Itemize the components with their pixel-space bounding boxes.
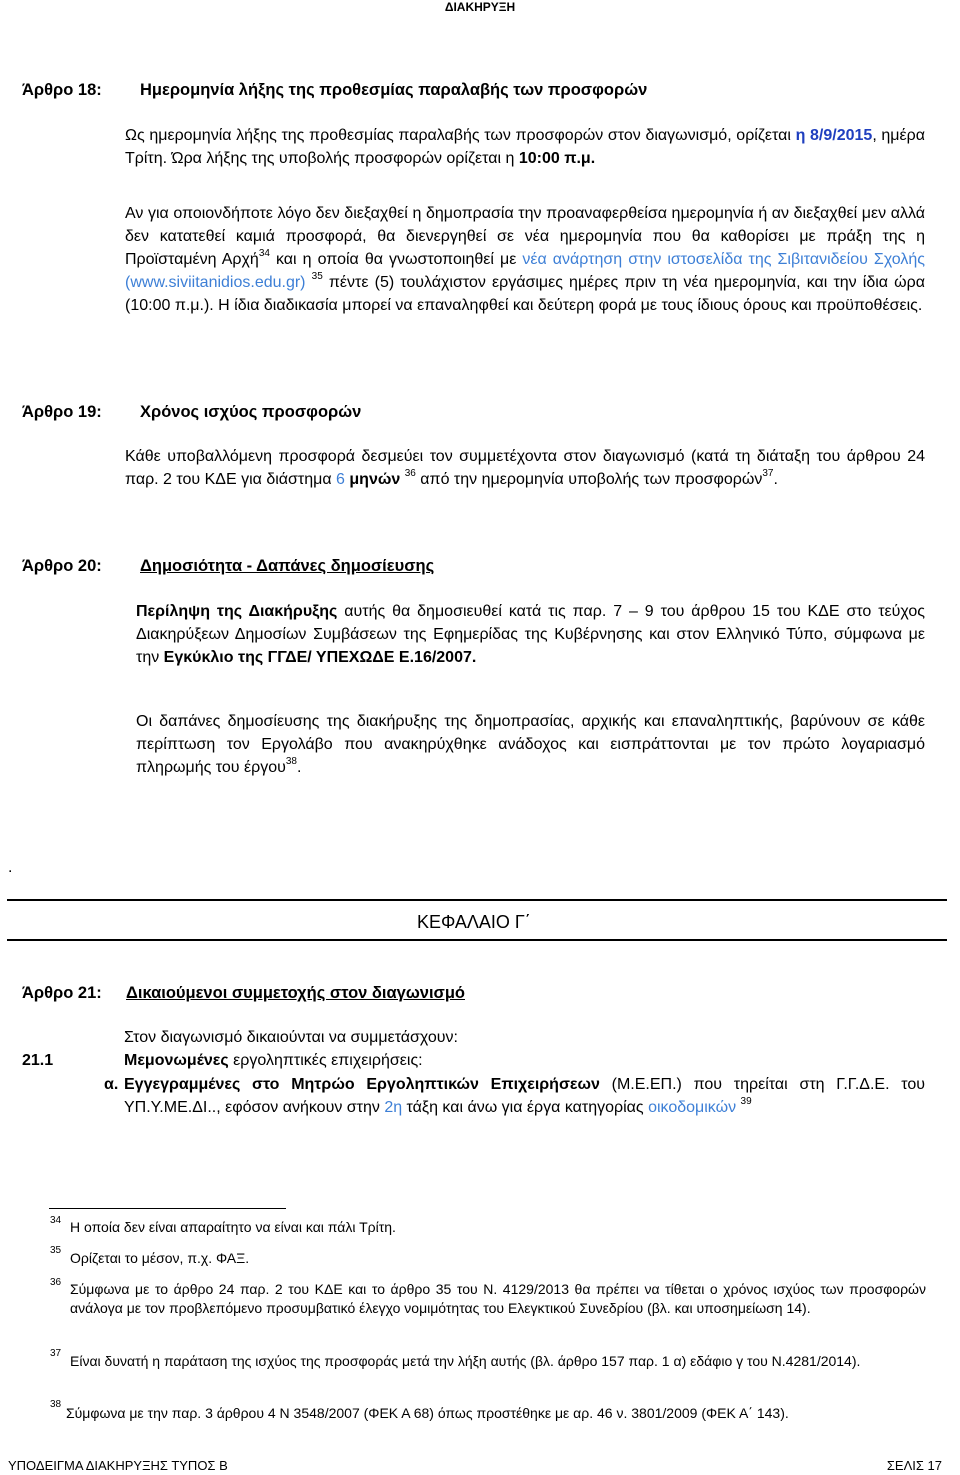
- deadline-date: η 8/9/2015: [795, 127, 873, 144]
- article-21-heading: [22, 983, 465, 1003]
- footnote-36-number: 36: [50, 1277, 62, 1288]
- school-website-link[interactable]: νέα ανάρτηση στην ιστοσελίδα της Σιβιτανιδείου Σχολής (www.siviitanidios.edu.gr): [125, 251, 925, 291]
- article-20-title: Δημοσιότητα - Δαπάνες δημοσίευσης: [140, 557, 435, 575]
- article-21-number: Άρθρο 21:: [22, 984, 102, 1002]
- footnote-ref-39[interactable]: 39: [740, 1096, 752, 1107]
- deadline-time: 10:00 π.μ.: [518, 150, 596, 167]
- article-20-number: Άρθρο 20:: [22, 557, 102, 575]
- footer-document-type: ΥΠΟΔΕΙΓΜΑ ΔΙΑΚΗΡΥΞΗΣ ΤΥΠΟΣ Β: [8, 1458, 228, 1473]
- chapter-box: [7, 899, 947, 941]
- footnote-separator: [49, 1208, 286, 1209]
- footnote-37-number: 37: [50, 1348, 62, 1359]
- article-18-paragraph-1: Ως ημερομηνία λήξης της προθεσμίας παραλαβής των προσφορών στον διαγωνισμό, ορίζεται η 8/9/2015, ημέρα Τρίτη. Ώρα λήξης της υποβολής προσφορών ορίζεται η 10:00 π.μ.: [125, 127, 926, 167]
- article-19-heading: [22, 402, 361, 422]
- article-18-paragraph-2: Αν για οποιονδήποτε λόγο δεν διεξαχθεί η δημοπρασία την προαναφερθείσα ημερομηνία ή αν διεξαχθεί μεν αλλά δεν κατατεθεί καμιά προσφορά, θα διενεργηθεί σε νέα ημερομηνία που θα καθορίσει με πράξη της η Προϊσταμένη Αρχή$^{34}$ και η οποία θα γνωστοποιηθεί με νέα ανάρτηση στην ιστοσελίδα της Σιβιτανιδείου Σχολής (www.siviitanidios.edu.gr) $^{35}$ πέντε (5) τουλάχιστον εργάσιμες ημέρες πριν τη νέα ημερομηνία, και την ίδια ώρα (10:00 π.μ.). Η ίδια διαδικασία μπορεί να επαναληφθεί και δεύτερη φορά με τους ίδιους όρους και προϋποθέσεις.: [125, 205, 926, 314]
- footnote-ref-36[interactable]: 36: [404, 468, 416, 479]
- article-19-title: Χρόνος ισχύος προσφορών: [140, 403, 362, 421]
- summary-of-notice: Περίληψη της Διακήρυξης: [136, 603, 338, 620]
- works-category: οικοδομικών: [648, 1099, 737, 1116]
- article-20-paragraph-2: Οι δαπάνες δημοσίευσης της διακήρυξης της δημοπρασίας, αρχικής και επαναληπτικής, βαρύνουν σε κάθε περίπτωση τον Εργολάβο που ανακηρύχθηκε ανάδοχος και εισπράττονται με τον πρώτο λογαριασμό πληρωμής του έργου$^{38}$.: [136, 713, 925, 776]
- contractor-class: 2η: [384, 1099, 403, 1116]
- footnote-ref-34[interactable]: 34: [258, 248, 270, 259]
- validity-months-number: 6: [336, 471, 345, 488]
- item-a-text: Εγγεγραμμένες στο Μητρώο Εργοληπτικών Επιχειρήσεων (Μ.Ε.ΕΠ.) που τηρείται στη Γ.Γ.Δ.Ε. του ΥΠ.Υ.ΜΕ.ΔΙ.., εφόσον ανήκουν στην 2η τάξη και άνω για έργα κατηγορίας οικοδομικών $^{39}$: [124, 1076, 926, 1116]
- section-21-1-number: 21.1: [22, 1052, 54, 1069]
- footnote-35-number: 35: [50, 1245, 62, 1256]
- article-21-intro: Στον διαγωνισμό δικαιούνται να συμμετάσχουν:: [124, 1029, 458, 1046]
- article-18-number: Άρθρο 18:: [22, 81, 102, 99]
- article-19-paragraph: Κάθε υποβαλλόμενη προσφορά δεσμεύει τον συμμετέχοντα στον διαγωνισμό (κατά τη διάταξη του άρθρου 24 παρ. 2 του ΚΔΕ για διάστημα 6 μηνών $^{36}$ από την ημερομηνία υποβολής των προσφορών$^{37}$.: [125, 448, 925, 488]
- article-21-title: Δικαιούμενοι συμμετοχής στον διαγωνισμό: [126, 984, 465, 1002]
- page-header: ΔΙΑΚΗΡΥΞΗ: [444, 0, 516, 14]
- article-19-number: Άρθρο 19:: [22, 403, 102, 421]
- circular-reference: Εγκύκλιο της ΓΓΔΕ/ ΥΠΕΧΩΔΕ Ε.16/2007.: [163, 649, 477, 666]
- footer-page-number: ΣΕΛΙΣ 17: [886, 1458, 942, 1473]
- validity-months-label: μηνών: [349, 471, 401, 488]
- section-21-1-text: Μεμονωμένες εργοληπτικές επιχειρήσεις:: [124, 1052, 423, 1069]
- footnote-ref-38[interactable]: 38: [285, 756, 297, 767]
- article-18-title: Ημερομηνία λήξης της προθεσμίας παραλαβής των προσφορών: [140, 81, 648, 99]
- article-18-heading: [22, 80, 647, 100]
- footnote-34-text: Η οποία δεν είναι απαραίτητο να είναι και πάλι Τρίτη.: [70, 1219, 396, 1235]
- item-a-letter: α.: [104, 1076, 119, 1093]
- footnote-35-text: Ορίζεται το μέσον, π.χ. ΦΑΞ.: [70, 1250, 250, 1266]
- article-20-heading: [22, 556, 434, 576]
- footnote-ref-35[interactable]: 35: [311, 271, 323, 282]
- footnote-36-text: Σύμφωνα με το άρθρο 24 παρ. 2 του ΚΔΕ και το άρθρο 35 του Ν. 4129/2013 θα πρέπει να τίθεται ο χρόνος ισχύος των προσφορών ανάλογα με τον προβλεπόμενο προσυμβατικό έλεγχο νομιμότητας του Ελεγκτικού Συνεδρίου (βλ. και υποσημείωση 14).: [70, 1281, 926, 1316]
- footnote-ref-37[interactable]: 37: [762, 468, 774, 479]
- footnote-38-text: Σύμφωνα με την παρ. 3 άρθρου 4 Ν 3548/2007 (ΦΕΚ Α 68) όπως προστέθηκε με αρ. 46 ν. 3801/2009 (ΦΕΚ Α΄ 143).: [66, 1405, 789, 1421]
- footnote-37-text: Είναι δυνατή η παράταση της ισχύος της προσφοράς μετά την λήξη αυτής (βλ. άρθρο 157 παρ. 1 α) εδάφιο γ του Ν.4281/2014).: [70, 1353, 861, 1369]
- chapter-title: ΚΕΦΑΛΑΙΟ Γ΄: [417, 912, 531, 932]
- article-20-paragraph-1: Περίληψη της Διακήρυξης αυτής θα δημοσιευθεί κατά τις παρ. 7 – 9 του άρθρου 15 του ΚΔΕ στο τεύχος Διακηρύξεων Δημοσίων Συμβάσεων της Εφημερίδας της Κυβέρνησης και στον Ελληνικό Τύπο, σύμφωνα με την Εγκύκλιο της ΓΓΔΕ/ ΥΠΕΧΩΔΕ Ε.16/2007.: [136, 603, 925, 666]
- footnote-34-number: 34: [50, 1215, 62, 1226]
- footnote-38-number: 38: [50, 1399, 62, 1410]
- stray-dot: .: [8, 859, 13, 876]
